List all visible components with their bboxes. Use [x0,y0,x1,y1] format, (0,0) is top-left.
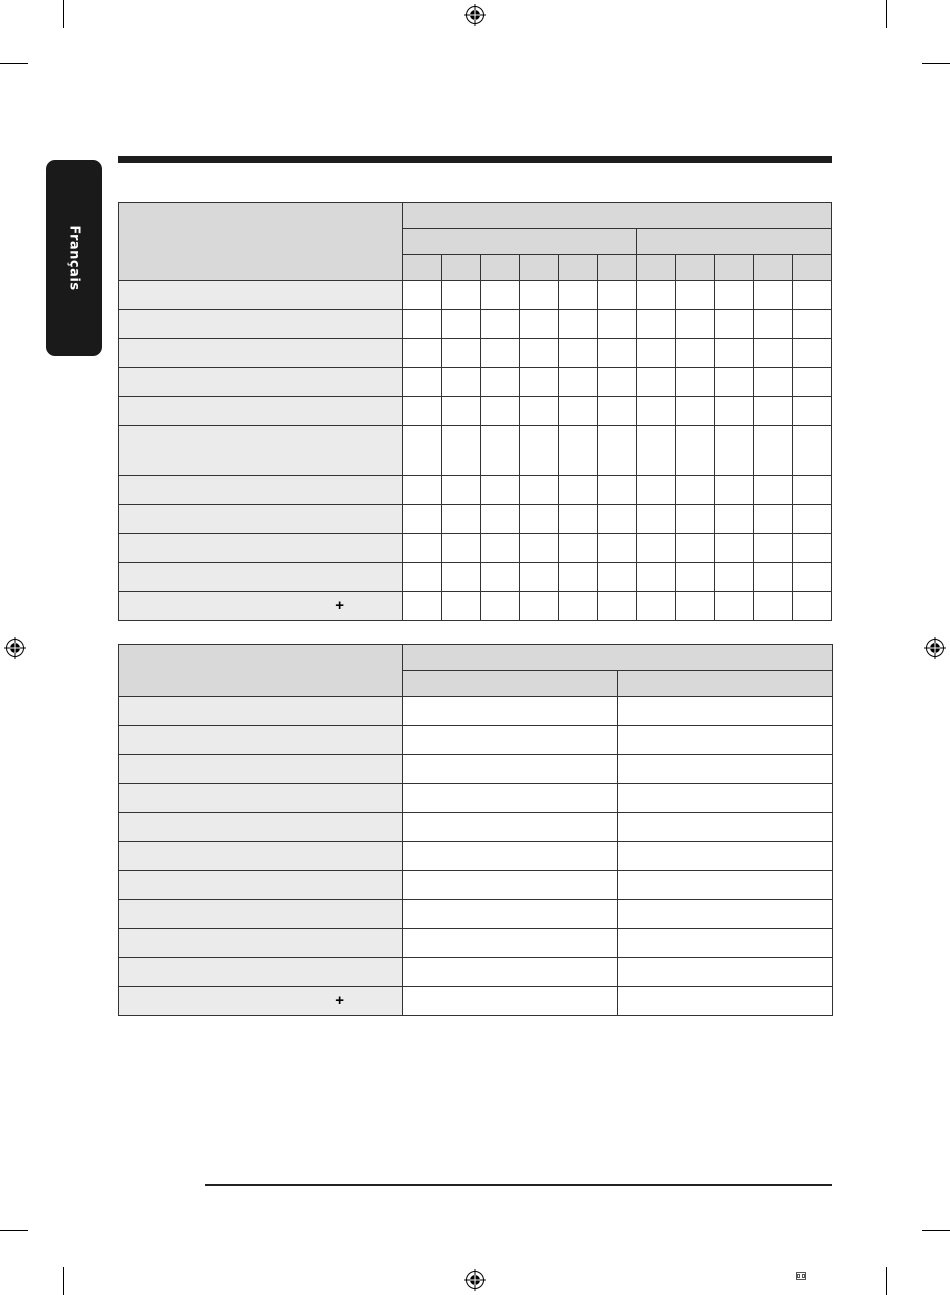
row-label-cell [119,900,403,929]
value-cell [598,339,637,368]
table-row [119,755,833,784]
value-cell [637,310,676,339]
value-cell [403,900,618,929]
value-cell [715,534,754,563]
language-tab [46,160,102,356]
value-cell [618,813,833,842]
row-label-cell [119,368,403,397]
value-cell [676,397,715,426]
row-label-cell [119,281,403,310]
value-cell [793,368,832,397]
value-cell [481,505,520,534]
value-cell [481,476,520,505]
value-cell [442,505,481,534]
value-cell [559,426,598,476]
table-column-header [559,255,598,281]
value-cell [403,281,442,310]
value-cell [676,339,715,368]
table-row [119,842,833,871]
crop-mark [922,1230,950,1231]
value-cell [754,426,793,476]
value-cell [403,929,618,958]
crop-mark [886,0,887,28]
table-row [119,397,832,426]
value-cell [559,563,598,592]
table-row [119,697,833,726]
row-label-cell [119,755,403,784]
value-cell [559,397,598,426]
value-cell [676,563,715,592]
value-cell [520,339,559,368]
row-label-cell [119,813,403,842]
table-row [119,426,832,476]
table-row [119,534,832,563]
value-cell [676,426,715,476]
value-cell [618,987,833,1016]
value-cell [754,281,793,310]
value-cell [403,813,618,842]
value-cell [754,563,793,592]
crop-mark [886,1267,887,1295]
value-cell [715,397,754,426]
value-cell [793,534,832,563]
table-body [119,281,832,621]
table-row [119,958,833,987]
value-cell [403,784,618,813]
value-cell [754,368,793,397]
value-cell [520,534,559,563]
value-cell [559,368,598,397]
value-cell [403,592,442,621]
row-label-cell [119,871,403,900]
crop-mark [0,1230,28,1231]
row-label-cell [119,534,403,563]
value-cell [618,842,833,871]
value-cell [676,592,715,621]
page-number-box-icon [796,1272,806,1280]
value-cell [481,310,520,339]
language-label: Français [66,225,82,291]
value-cell [403,842,618,871]
value-cell [676,476,715,505]
value-cell [715,563,754,592]
table-row [119,929,833,958]
table-column-header [637,255,676,281]
value-cell [520,310,559,339]
value-cell [637,476,676,505]
table-row [119,900,833,929]
value-cell [481,534,520,563]
table-corner-header [119,203,403,281]
value-cell [559,505,598,534]
value-cell [676,505,715,534]
row-label-cell [119,842,403,871]
value-cell [403,368,442,397]
footer-rule [205,1184,832,1186]
value-cell [637,426,676,476]
crop-mark [63,0,64,28]
value-cell [754,476,793,505]
row-label-cell [119,592,403,621]
value-cell [598,368,637,397]
row-label-cell [119,397,403,426]
table-column-header [403,671,618,697]
value-cell [520,368,559,397]
value-cell [754,310,793,339]
value-cell [598,592,637,621]
value-cell [618,900,833,929]
value-cell [442,476,481,505]
value-cell [442,426,481,476]
table-corner-header [119,645,403,697]
value-cell [715,281,754,310]
value-cell [442,534,481,563]
table-column-header [403,255,442,281]
row-label-cell [119,426,403,476]
table-row [119,476,832,505]
value-cell [598,476,637,505]
specification-matrix-table [118,202,832,621]
value-cell [715,310,754,339]
value-cell [520,397,559,426]
value-cell [793,339,832,368]
table-body [119,697,833,1016]
value-cell [715,368,754,397]
value-cell [520,426,559,476]
row-label-cell [119,505,403,534]
value-cell [403,476,442,505]
value-cell [618,958,833,987]
crop-mark [922,63,950,64]
table-row [119,871,833,900]
crosshair-target-icon [464,1269,486,1291]
value-cell [637,339,676,368]
row-label-cell [119,476,403,505]
value-cell [403,755,618,784]
value-cell [618,697,833,726]
value-cell [637,281,676,310]
value-cell [520,592,559,621]
value-cell [559,534,598,563]
row-label-cell [119,563,403,592]
value-cell [598,534,637,563]
table-row [119,563,832,592]
value-cell [637,397,676,426]
table-column-header [754,255,793,281]
crosshair-target-icon [464,4,486,26]
table-row [119,987,833,1016]
section-header-rule [118,156,832,163]
value-cell [637,505,676,534]
value-cell [559,339,598,368]
value-cell [715,426,754,476]
value-cell [403,426,442,476]
table-column-header [520,255,559,281]
plus-symbol: + [335,991,344,1009]
table-column-header [481,255,520,281]
value-cell [793,505,832,534]
value-cell [442,592,481,621]
table-row [119,726,833,755]
value-cell [618,726,833,755]
table-row [119,339,832,368]
value-cell [793,476,832,505]
table-row [119,784,833,813]
value-cell [637,592,676,621]
value-cell [559,592,598,621]
value-cell [442,310,481,339]
value-cell [618,871,833,900]
value-cell [618,755,833,784]
table-group-header [403,645,833,671]
value-cell [598,563,637,592]
value-cell [481,368,520,397]
value-cell [754,534,793,563]
value-cell [793,310,832,339]
value-cell [715,505,754,534]
value-cell [403,397,442,426]
table-row [119,592,832,621]
value-cell [403,958,618,987]
table-subgroup-header [403,229,637,255]
value-cell [403,871,618,900]
table-row [119,310,832,339]
value-cell [442,563,481,592]
table-column-header [618,671,833,697]
value-cell [715,476,754,505]
value-cell [403,534,442,563]
value-cell [715,592,754,621]
crosshair-target-icon [924,637,946,659]
value-cell [481,397,520,426]
row-label-cell [119,339,403,368]
plus-symbol: + [335,596,344,614]
specification-summary-table [118,644,833,1016]
value-cell [520,281,559,310]
value-cell [442,281,481,310]
value-cell [618,784,833,813]
value-cell [676,281,715,310]
table-row [119,505,832,534]
value-cell [481,426,520,476]
value-cell [598,505,637,534]
registration-mark-left [4,637,26,659]
value-cell [520,476,559,505]
value-cell [403,697,618,726]
table-row [119,281,832,310]
value-cell [481,281,520,310]
value-cell [481,563,520,592]
row-label-cell [119,726,403,755]
table-column-header [676,255,715,281]
value-cell [793,426,832,476]
registration-mark-bottom [464,1269,486,1291]
value-cell [754,339,793,368]
value-cell [676,368,715,397]
crosshair-target-icon [4,637,26,659]
value-cell [676,310,715,339]
value-cell [637,563,676,592]
value-cell [598,281,637,310]
value-cell [403,987,618,1016]
value-cell [637,368,676,397]
table-row [119,368,832,397]
value-cell [637,534,676,563]
table-group-header [403,203,832,229]
value-cell [442,397,481,426]
registration-mark-top [464,4,486,26]
crop-mark [63,1267,64,1295]
value-cell [754,397,793,426]
value-cell [559,281,598,310]
row-label-cell [119,958,403,987]
table-column-header [598,255,637,281]
value-cell [403,339,442,368]
value-cell [598,397,637,426]
table-column-header [442,255,481,281]
value-cell [442,368,481,397]
value-cell [793,281,832,310]
value-cell [793,563,832,592]
value-cell [598,310,637,339]
value-cell [442,339,481,368]
value-cell [754,505,793,534]
value-cell [520,563,559,592]
value-cell [481,592,520,621]
value-cell [793,397,832,426]
value-cell [793,592,832,621]
table-subgroup-header [637,229,832,255]
value-cell [481,339,520,368]
crop-mark [0,63,28,64]
value-cell [403,726,618,755]
registration-mark-right [924,637,946,659]
row-label-cell [119,929,403,958]
table-row [119,813,833,842]
row-label-cell [119,697,403,726]
row-label-cell [119,987,403,1016]
table-column-header [715,255,754,281]
value-cell [598,426,637,476]
value-cell [559,310,598,339]
value-cell [559,476,598,505]
row-label-cell [119,310,403,339]
value-cell [520,505,559,534]
row-label-cell [119,784,403,813]
value-cell [403,563,442,592]
value-cell [618,929,833,958]
value-cell [754,592,793,621]
table-column-header [793,255,832,281]
value-cell [403,505,442,534]
value-cell [676,534,715,563]
value-cell [715,339,754,368]
value-cell [403,310,442,339]
